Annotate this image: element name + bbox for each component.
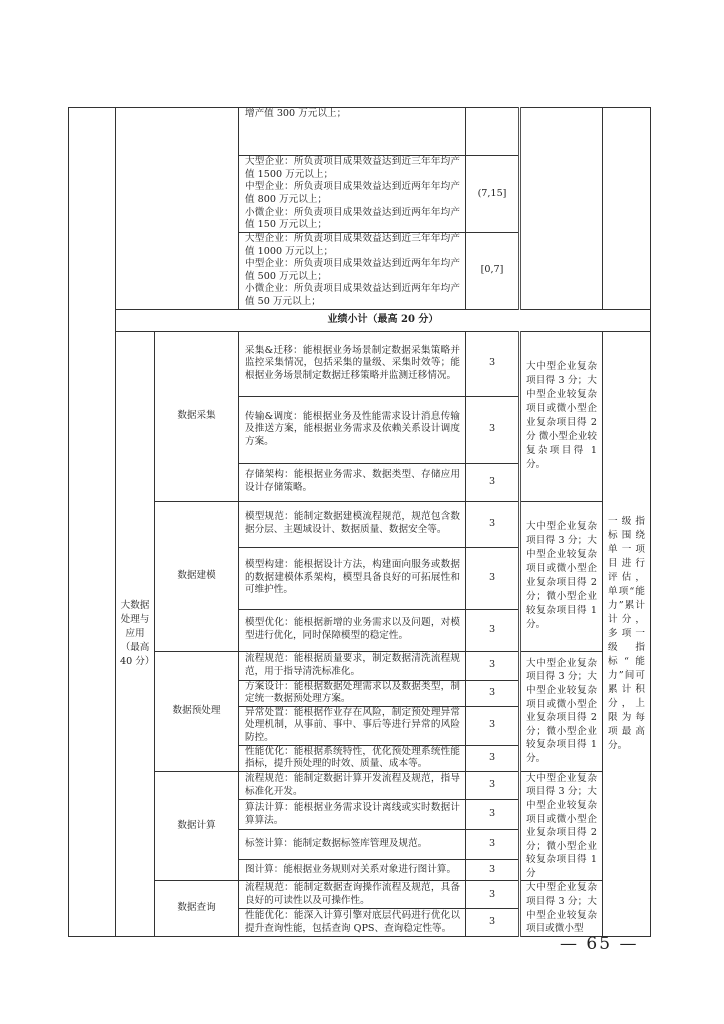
criteria-cell: 算法计算：能根据业务需求设计离线或实时数据计算算法。 — [239, 800, 466, 830]
criteria-cell: 采集&迁移：能根据业务场景制定数据采集策略并监控采集情况，包括采集的量级、采集时效等；能根据业务场景制定数据迁移策略并监测迁移情况。 — [239, 331, 466, 396]
group-note: 大中型企业复杂项目得 3 分；大中型企业较复杂项目或微小型企业复杂项目得 2 分；微小型企业较复杂项目得 1 分。 — [520, 651, 603, 771]
score-cell: 3 — [466, 829, 520, 859]
criteria-cell: 模型构建：能根据设计方法，构建面向服务或数据的数据建模体系架构，模型具备良好的可拓展性和可维护性。 — [239, 547, 466, 609]
score-cell: 3 — [466, 651, 520, 680]
outer-column — [69, 108, 116, 937]
group-name: 数据预处理 — [155, 651, 239, 771]
score-cell: 3 — [466, 706, 520, 745]
score-cell: 3 — [466, 680, 520, 706]
criteria-cell: 流程规范：能制定数据计算开发流程及规范，指导标准化开发。 — [239, 771, 466, 800]
criteria-cell: 性能优化：能根据系统特性，优化预处理系统性能指标，提升预处理的时效、质量、成本等。 — [239, 745, 466, 771]
criteria-cell: 图计算：能根据业务规则对关系对象进行图计算。 — [239, 859, 466, 881]
score-cell: 3 — [466, 501, 520, 547]
group-name: 数据计算 — [155, 771, 239, 881]
score-cell: 3 — [466, 909, 520, 937]
criteria-cell: 流程规范：能根据质量要求，制定数据清洗流程规范，用于指导清洗标准化。 — [239, 651, 466, 680]
subtotal-row: 业绩小计（最高 20 分） — [116, 309, 651, 331]
empty-cell — [116, 108, 239, 310]
score-cell: 3 — [466, 396, 520, 463]
score-cell: 3 — [466, 745, 520, 771]
score-cell: (7,15] — [466, 156, 520, 233]
score-cell: 3 — [466, 609, 520, 651]
criteria-cell: 性能优化：能深入计算引擎对底层代码进行优化以提升查询性能，包括查询 QPS、查询稳定性等。 — [239, 909, 466, 937]
group-name: 数据建模 — [155, 501, 239, 651]
criteria-cell: 大型企业：所负责项目成果效益达到近三年年均产值 1500 万元以上； 中型企业：所负责项目成果效益达到近两年年均产值 800 万元以上； 小微企业：所负责项目成果效益达到近两年年均产值 150 万元以上； — [239, 156, 466, 233]
overall-note: 一级指标围绕单一项目进行评估，单项“能力”累计计分，多项一级指标“能力”间可累计积分，上限为每项最高分。 — [603, 331, 651, 936]
page-number: — 65 — — [560, 934, 639, 954]
group-note: 大中型企业复杂项目得 3 分；大中型企业较复杂项目或微小型企业复杂项目得 2 分；微小型企业较复杂项目得 1 分。 — [520, 501, 603, 651]
criteria-cell: 异常处置：能根据作业存在风险，制定预处理异常处理机制，从事前、事中、事后等进行异常的风险防控。 — [239, 706, 466, 745]
score-cell — [466, 108, 520, 156]
evaluation-table — [68, 107, 651, 937]
score-cell: 3 — [466, 331, 520, 396]
empty-cell — [520, 108, 603, 310]
score-cell: 3 — [466, 463, 520, 501]
group-note: 大中型企业复杂项目得 3 分；大中型企业较复杂项目或微小型企业复杂项目得 2 分 微小型企业较复杂项目得 1 分。 — [520, 331, 603, 501]
criteria-cell: 传输&调度：能根据业务及性能需求设计消息传输及推送方案，能根据业务需求及依赖关系设计调度方案。 — [239, 396, 466, 463]
score-cell: 3 — [466, 547, 520, 609]
criteria-cell: 模型优化：能根据新增的业务需求以及问题，对模型进行优化，同时保障模型的稳定性。 — [239, 609, 466, 651]
group-name: 数据采集 — [155, 331, 239, 501]
score-cell: 3 — [466, 881, 520, 909]
criteria-cell: 存储架构：能根据业务需求、数据类型、存储应用设计存储策略。 — [239, 463, 466, 501]
group-note: 大中型企业复杂项目得 3 分；大中型企业较复杂项目或微小型企业复杂项目得 2 分；微小型企业较复杂项目得 1 分 — [520, 771, 603, 881]
group-note: 大中型企业复杂项目得 3 分；大中型企业较复杂项目或微小型 — [520, 881, 603, 936]
score-cell: 3 — [466, 771, 520, 800]
criteria-cell: 流程规范：能制定数据查询操作流程及规范，具备良好的可读性以及可操作性。 — [239, 881, 466, 909]
criteria-cell: 标签计算：能制定数据标签库管理及规范。 — [239, 829, 466, 859]
category-cell: 大数据处理与应用（最高 40 分） — [116, 331, 155, 936]
score-cell: [0,7] — [466, 233, 520, 310]
criteria-cell: 大型企业：所负责项目成果效益达到近三年年均产值 1000 万元以上； 中型企业：所负责项目成果效益达到近两年年均产值 500 万元以上； 小微企业：所负责项目成果效益达到近两年年均产值 50 万元以上； — [239, 233, 466, 310]
criteria-cell: 增产值 300 万元以上； — [239, 108, 466, 156]
criteria-cell: 模型规范：能制定数据建模流程规范，规范包含数据分层、主题域设计、数据质量、数据安全等。 — [239, 501, 466, 547]
group-name: 数据查询 — [155, 881, 239, 936]
score-cell: 3 — [466, 800, 520, 830]
empty-cell — [603, 108, 651, 310]
criteria-cell: 方案设计：能根据数据处理需求以及数据类型，制定统一数据预处理方案。 — [239, 680, 466, 706]
score-cell: 3 — [466, 859, 520, 881]
